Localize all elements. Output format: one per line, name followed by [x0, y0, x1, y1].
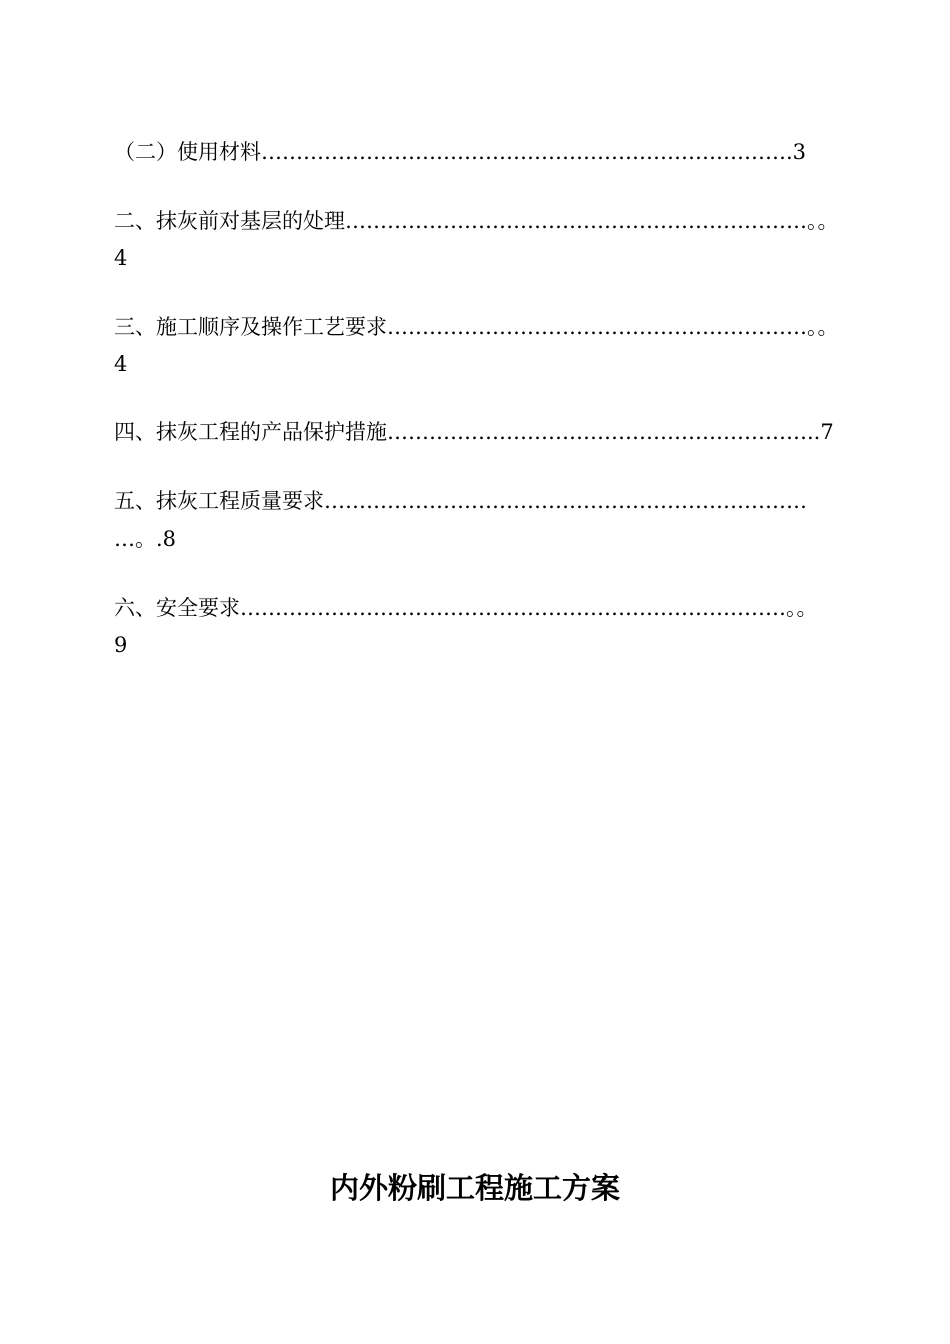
toc-entry-materials: （二）使用材料………………………………………………………………….3 — [114, 140, 807, 164]
toc-entry-quality-requirements: 五、抹灰工程质量要求…………………………………………………………… — [114, 489, 807, 513]
toc-entry-base-treatment: 二、抹灰前对基层的处理…………………………………………………………。。 — [114, 209, 839, 233]
document-title: 内外粉刷工程施工方案 — [329, 1171, 620, 1205]
toc-entry-product-protection: 四、抹灰工程的产品保护措施……………………………………………………..7 — [114, 420, 834, 444]
toc-entry-quality-requirements-page: …。.8 — [114, 527, 177, 551]
toc-entry-base-treatment-page: 4 — [114, 246, 128, 270]
toc-entry-construction-sequence: 三、施工顺序及操作工艺要求……………………………………………………。。 — [114, 315, 839, 339]
toc-entry-safety-requirements-page: 9 — [114, 633, 128, 657]
toc-entry-construction-sequence-page: 4 — [114, 352, 128, 376]
toc-entry-safety-requirements: 六、安全要求……………………………………………………………………。。 — [114, 596, 818, 620]
